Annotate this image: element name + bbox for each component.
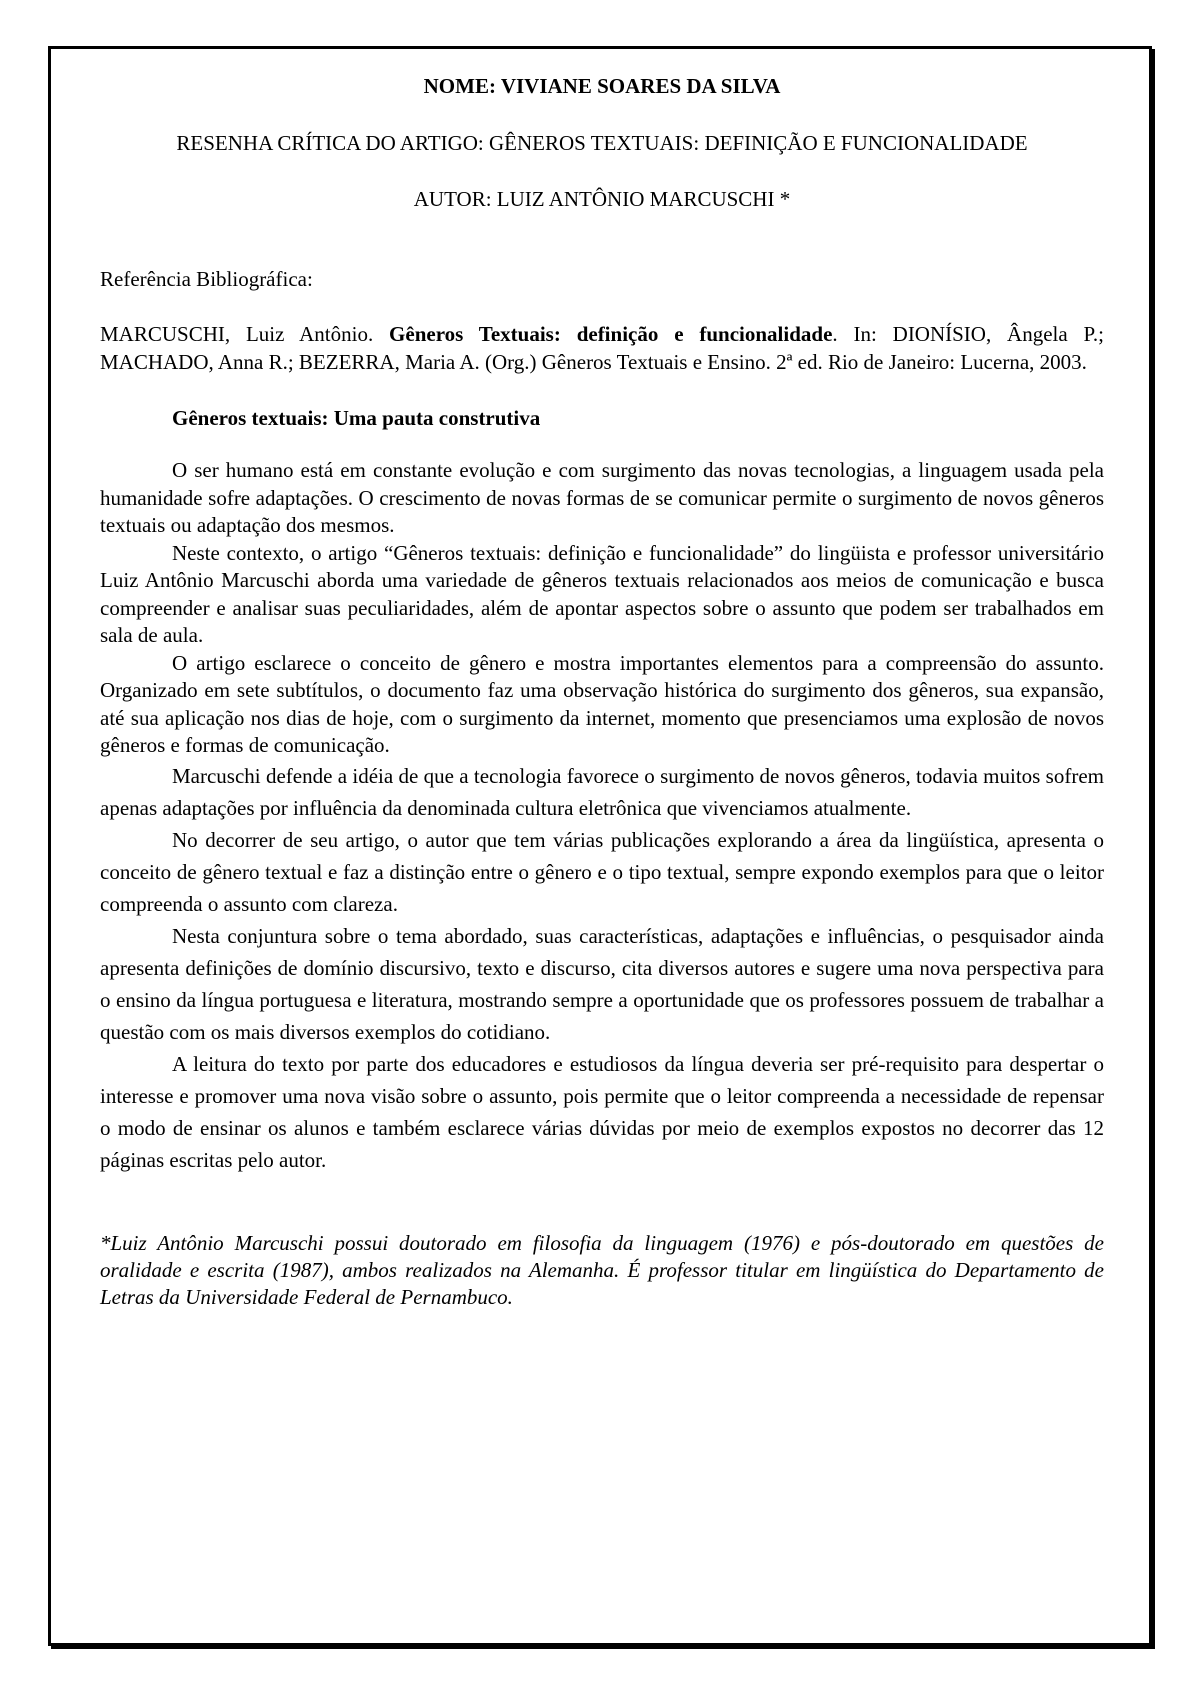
bibliographic-reference (100, 320, 1104, 376)
review-title: RESENHA CRÍTICA DO ARTIGO: GÊNEROS TEXTUAIS: DEFINIÇÃO E FUNCIONALIDADE (176, 131, 1028, 155)
paragraph-5: No decorrer de seu artigo, o autor que tem várias publicações explorando a área da lingüística, apresenta o conceito de gênero textual e faz a distinção entre o gênero e o tipo textual, sempre expondo exemplos para que o leitor compreenda o assunto com clareza. (100, 827, 1104, 916)
reference-label: Referência Bibliográfica: (100, 267, 313, 291)
paragraph-3: O artigo esclarece o conceito de gênero e mostra importantes elementos para a compreensão do assunto. Organizado em sete subtítulos, o documento faz uma observação histórica do surgimento dos gêneros, sua expansão, até sua aplicação nos dias de hoje, com o surgimento da internet, momento que presenciamos uma explosão de novos gêneros e formas de comunicação. (100, 650, 1104, 757)
paragraph-1: O ser humano está em constante evolução e com surgimento das novas tecnologias, a linguagem usada pela humanidade sofre adaptações. O crescimento de novas formas de se comunicar permite o surgimento de novos gêneros textuais ou adaptação dos mesmos. (100, 458, 1104, 537)
review-text (100, 457, 1104, 1176)
document-body (100, 70, 1104, 1311)
reference-details: . In: DIONÍSIO, Ângela P.; MACHADO, Anna R.; BEZERRA, Maria A. (Org.) Gêneros Textuais e Ensino. 2ª ed. Rio de Janeiro: Lucerna, 2003. (100, 322, 1104, 374)
reference-author: MARCUSCHI, Luiz Antônio. (100, 322, 390, 346)
student-name: NOME: VIVIANE SOARES DA SILVA (423, 74, 781, 98)
author-footnote: *Luiz Antônio Marcuschi possui doutorado em filosofia da linguagem (1976) e pós-doutorado em questões de oralidade e escrita (1987), ambos realizados na Alemanha. É professor titular em lingüística do Departamento de Letras da Universidade Federal de Pernambuco. (100, 1230, 1104, 1309)
paragraph-2: Neste contexto, o artigo “Gêneros textuais: definição e funcionalidade” do lingüista e professor universitário Luiz Antônio Marcuschi aborda uma variedade de gêneros textuais relacionados aos meios de comunicação e busca compreender e analisar suas peculiaridades, além de apontar aspectos sobre o assunto que podem ser trabalhados em sala de aula. (100, 540, 1104, 647)
section-title: Gêneros textuais: Uma pauta construtiva (172, 406, 541, 430)
article-author: AUTOR: LUIZ ANTÔNIO MARCUSCHI * (413, 187, 791, 211)
reference-title: Gêneros Textuais: definição e funcionalidade (389, 322, 833, 346)
paragraph-6: Nesta conjuntura sobre o tema abordado, suas características, adaptações e influências, o pesquisador ainda apresenta definições de domínio discursivo, texto e discurso, cita diversos autores e sugere uma nova perspectiva para o ensino da língua portuguesa e literatura, mostrando sempre a oportunidade que os professores possuem de trabalhar a questão com os mais diversos exemplos do cotidiano. (100, 923, 1104, 1044)
paragraph-4: Marcuschi defende a idéia de que a tecnologia favorece o surgimento de novos gêneros, todavia muitos sofrem apenas adaptações por influência da denominada cultura eletrônica que vivenciamos atualmente. (100, 763, 1104, 820)
paragraph-7: A leitura do texto por parte dos educadores e estudiosos da língua deveria ser pré-requisito para despertar o interesse e promover uma nova visão sobre o assunto, pois permite que o leitor compreenda a necessidade de repensar o modo de ensinar os alunos e também esclarece várias dúvidas por meio de exemplos expostos no decorrer das 12 páginas escritas pelo autor. (100, 1051, 1104, 1172)
